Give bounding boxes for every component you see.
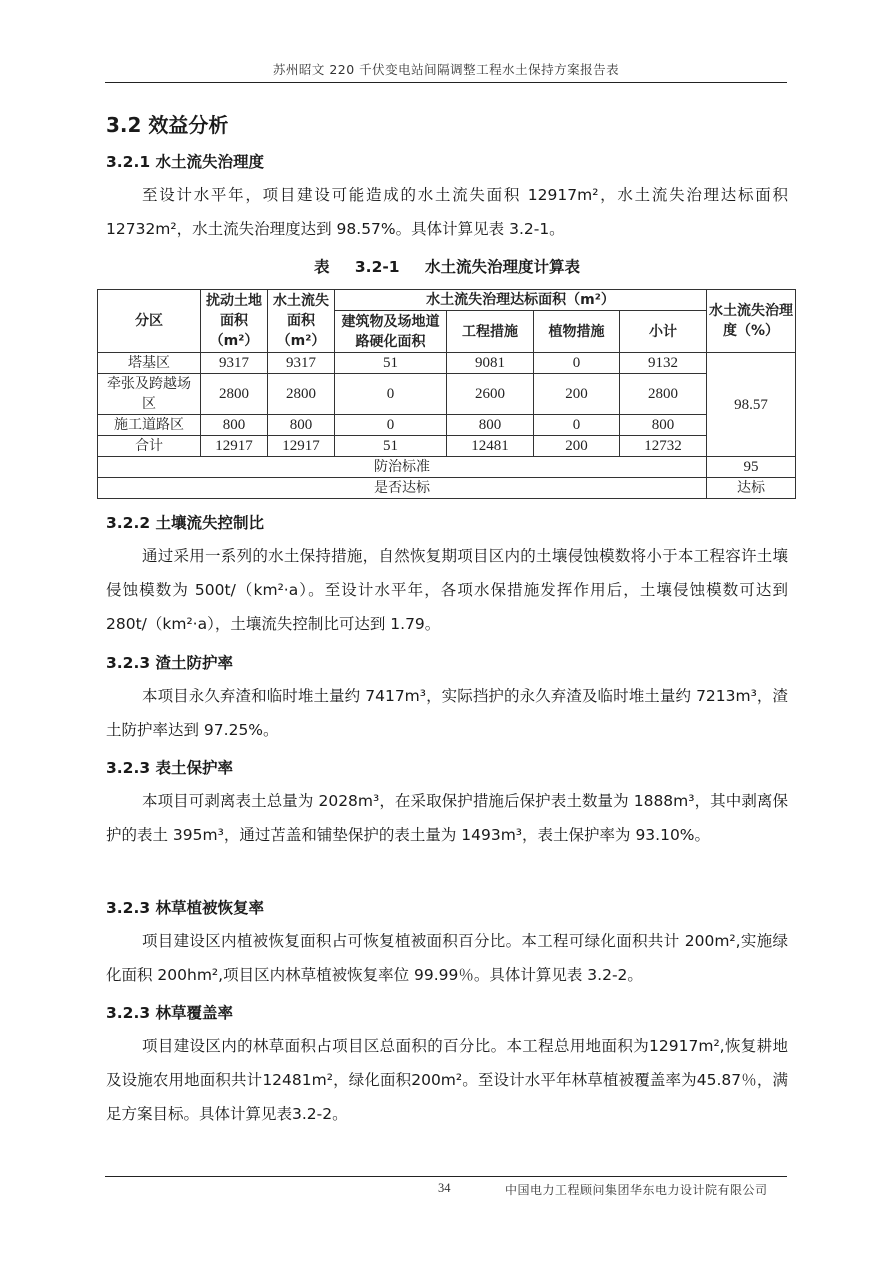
cell-engineering: 9081 (447, 353, 534, 374)
cell-plant: 0 (534, 353, 620, 374)
cell-subtotal: 12732 (620, 436, 707, 457)
header-engineering: 工程措施 (447, 311, 534, 353)
header-treatment-degree: 水土流失治理度（%） (707, 290, 796, 353)
cell-disturbed: 9317 (201, 353, 268, 374)
subsection-heading-3-2-1: 3.2.1 水土流失治理度 (106, 153, 265, 171)
cell-subtotal: 9132 (620, 353, 707, 374)
header-plant: 植物措施 (534, 311, 620, 353)
cell-loss: 800 (268, 415, 335, 436)
cell-disturbed: 12917 (201, 436, 268, 457)
header-subtotal: 小计 (620, 311, 707, 353)
paragraph-vegetation-restoration: 项目建设区内植被恢复面积占可恢复植被面积百分比。本工程可绿化面积共计 200m²,实施绿化面积 200hm²,项目区内林草植被恢复率位 99.99％。具体计算见表 3.2-2。 (106, 932, 788, 984)
header-disturbed-area: 扰动土地面积（m²） (201, 290, 268, 353)
header-rule (105, 82, 787, 83)
standard-label: 防治标准 (98, 457, 707, 478)
table-row (98, 353, 796, 374)
cell-loss: 12917 (268, 436, 335, 457)
footer-company: 中国电力工程顾问集团华东电力设计院有限公司 (505, 1183, 768, 1197)
cell-engineering: 12481 (447, 436, 534, 457)
cell-zone: 塔基区 (98, 353, 201, 374)
cell-plant: 200 (534, 374, 620, 415)
cell-zone: 施工道路区 (98, 415, 201, 436)
cell-building: 0 (335, 374, 447, 415)
cell-treatment-degree: 98.57 (707, 353, 796, 457)
table-row-total (98, 436, 796, 457)
header-building-area: 建筑物及场地道路硬化面积 (335, 311, 447, 353)
table-row-standard (98, 457, 796, 478)
header-loss-area: 水土流失面积（m²） (268, 290, 335, 353)
subsection-heading-3-2-2: 3.2.2 土壤流失控制比 (106, 514, 265, 532)
cell-building: 0 (335, 415, 447, 436)
paragraph-vegetation-coverage: 项目建设区内的林草面积占项目区总面积的百分比。本工程总用地面积为12917m²,恢复耕地及设施农用地面积共计12481m²，绿化面积200m²。至设计水平年林草植被覆盖率为45.87％，满足方案目标。具体计算见表3.2-2。 (106, 1037, 788, 1123)
subsection-heading-vegetation-coverage: 3.2.3 林草覆盖率 (106, 1004, 234, 1022)
cell-zone: 牵张及跨越场区 (98, 374, 201, 415)
subsection-heading-vegetation-restoration: 3.2.3 林草植被恢复率 (106, 899, 265, 917)
cell-subtotal: 2800 (620, 374, 707, 415)
cell-zone: 合计 (98, 436, 201, 457)
header-treated-area-group: 水土流失治理达标面积（m²） (335, 290, 707, 311)
cell-plant: 200 (534, 436, 620, 457)
paragraph-topsoil-protection: 本项目可剥离表土总量为 2028m³，在采取保护措施后保护表土数量为 1888m³，其中剥离保护的表土 395m³，通过苫盖和铺垫保护的表土量为 1493m³，表土保护率为 93.10%。 (106, 792, 788, 844)
cell-loss: 2800 (268, 374, 335, 415)
cell-plant: 0 (534, 415, 620, 436)
table-row (98, 374, 796, 415)
cell-engineering: 2600 (447, 374, 534, 415)
subsection-heading-slag-protection: 3.2.3 渣土防护率 (106, 654, 234, 672)
cell-subtotal: 800 (620, 415, 707, 436)
paragraph-3-2-1: 至设计水平年，项目建设可能造成的水土流失面积 12917m²，水土流失治理达标面积 12732m²，水土流失治理度达到 98.57%。具体计算见表 3.2-1。 (106, 186, 788, 238)
cell-disturbed: 800 (201, 415, 268, 436)
standard-value: 95 (707, 457, 796, 478)
section-heading: 3.2 效益分析 (106, 113, 229, 137)
table-caption: 表 3.2-1 水土流失治理度计算表 (314, 258, 580, 276)
paragraph-3-2-2: 通过采用一系列的水土保持措施，自然恢复期项目区内的土壤侵蚀模数将小于本工程容许土壤侵蚀模数为 500t/（km²·a）。至设计水平年，各项水保措施发挥作用后，土壤侵蚀模数可达到 280t/（km²·a），土壤流失控制比可达到 1.79。 (106, 547, 788, 633)
compliance-label: 是否达标 (98, 478, 707, 499)
table-row (98, 415, 796, 436)
header-zone: 分区 (98, 290, 201, 353)
footer-rule (105, 1176, 787, 1177)
cell-disturbed: 2800 (201, 374, 268, 415)
treatment-degree-table (97, 289, 796, 499)
page-header: 苏州昭文 220 千伏变电站间隔调整工程水土保持方案报告表 (272, 62, 620, 77)
cell-loss: 9317 (268, 353, 335, 374)
cell-building: 51 (335, 353, 447, 374)
table-row-compliance (98, 478, 796, 499)
paragraph-slag-protection: 本项目永久弃渣和临时堆土量约 7417m³，实际挡护的永久弃渣及临时堆土量约 7213m³，渣土防护率达到 97.25%。 (106, 687, 788, 739)
cell-engineering: 800 (447, 415, 534, 436)
page-number: 34 (438, 1181, 451, 1195)
subsection-heading-topsoil-protection: 3.2.3 表土保护率 (106, 759, 234, 777)
cell-building: 51 (335, 436, 447, 457)
compliance-value: 达标 (707, 478, 796, 499)
